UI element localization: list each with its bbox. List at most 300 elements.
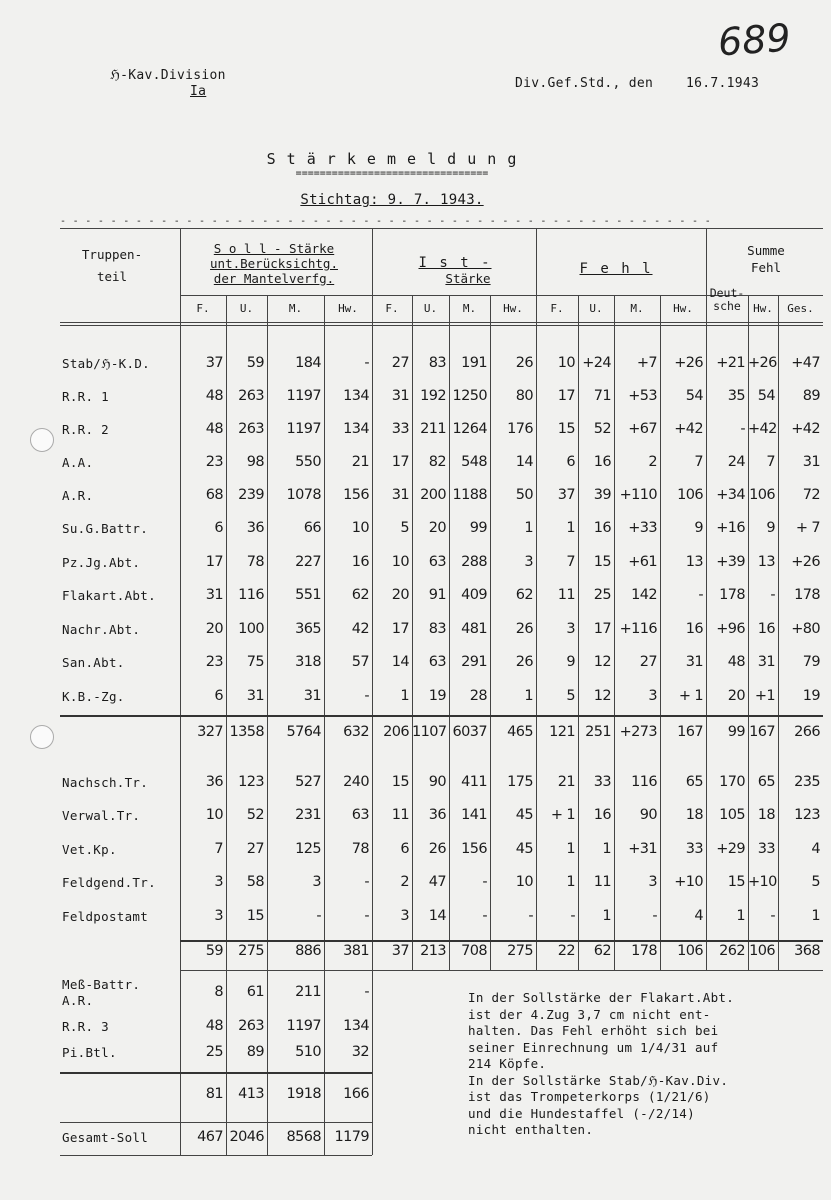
subheader-rule-bottom (60, 322, 823, 323)
row-1-cell-12: 35 (727, 388, 745, 404)
row2-label-4: Feldpostamt (62, 909, 149, 924)
row-0-cell-3: - (364, 355, 369, 371)
extra-2-cell-1: 89 (246, 1044, 264, 1060)
row2-0-cell-4: 15 (391, 774, 409, 790)
col-ist-2: Stärke (445, 271, 491, 286)
row-5-cell-13: 9 (766, 520, 775, 536)
row2-2-cell-2: 125 (295, 841, 321, 857)
row-10-cell-14: 19 (802, 688, 820, 704)
row-5-cell-1: 36 (246, 520, 264, 536)
subheader-rule-bottom-2 (60, 325, 823, 326)
row-8-cell-0: 20 (205, 621, 223, 637)
row-4-cell-9: 39 (593, 487, 611, 503)
row2-2-cell-4: 6 (400, 841, 409, 857)
subheader-14: Ges. (787, 302, 814, 315)
row2-2-cell-14: 4 (811, 841, 820, 857)
row2-1-cell-10: 90 (639, 807, 657, 823)
subtotal1-cell-5: 1107 (412, 724, 447, 740)
row-8-cell-14: +80 (791, 621, 820, 637)
row-9-cell-14: 79 (802, 654, 820, 670)
row-6-cell-13: 13 (757, 554, 775, 570)
row2-1-cell-11: 18 (685, 807, 703, 823)
row-label-0: Stab/ℌ-K.D. (62, 356, 150, 371)
page-number: 689 (716, 15, 792, 65)
punch-hole-bottom (30, 725, 54, 749)
col-truppenteil-1: Truppen- (81, 247, 143, 262)
subtotal2-cell-14: 368 (794, 943, 820, 959)
row2-4-cell-2: - (316, 908, 321, 924)
row-10-cell-8: 5 (566, 688, 575, 704)
row-3-cell-2: 550 (295, 454, 321, 470)
row-5-cell-4: 5 (400, 520, 409, 536)
subtotal1-rule (60, 715, 823, 717)
subheader-5: U. (423, 302, 438, 315)
subheader-11: Hw. (673, 302, 693, 315)
row2-1-cell-7: 45 (515, 807, 533, 823)
row-5-cell-0: 6 (214, 520, 223, 536)
row-7-cell-12: 178 (719, 587, 745, 603)
row2-4-cell-3: - (364, 908, 369, 924)
subtotal2-cell-3: 381 (343, 943, 369, 959)
row-label-7: Flakart.Abt. (62, 588, 156, 603)
row-3-cell-0: 23 (205, 454, 223, 470)
row2-3-cell-8: 1 (566, 874, 575, 890)
row-3-cell-4: 17 (391, 454, 409, 470)
row-2-cell-14: +42 (791, 421, 820, 437)
row2-1-cell-9: 16 (593, 807, 611, 823)
subtotal2-cell-11: 106 (677, 943, 703, 959)
row-1-cell-13: 54 (757, 388, 775, 404)
punch-hole-top (30, 428, 54, 452)
row-9-cell-10: 27 (639, 654, 657, 670)
subheader-6: M. (462, 302, 477, 315)
row2-2-cell-9: 1 (602, 841, 611, 857)
unit-name: ℌ-Kav.Division (110, 68, 226, 83)
row2-3-cell-2: 3 (312, 874, 321, 890)
row-5-cell-12: +16 (716, 520, 745, 536)
subtotal2-cell-8: 22 (557, 943, 575, 959)
row2-4-cell-7: - (528, 908, 533, 924)
note-line-4: seiner Einrechnung um 1/4/31 auf (468, 1039, 719, 1055)
row2-label-3: Feldgend.Tr. (62, 875, 156, 890)
reference-date: Stichtag: 9. 7. 1943. (300, 192, 484, 208)
row-0-cell-5: 83 (428, 355, 446, 371)
row-0-cell-8: 10 (557, 355, 575, 371)
col-soll-1: S o l l - Stärke (213, 241, 335, 256)
gesamt-cell-2: 8568 (286, 1129, 321, 1145)
row2-1-cell-2: 231 (295, 807, 321, 823)
row-1-cell-1: 263 (238, 388, 264, 404)
row-1-cell-2: 1197 (286, 388, 321, 404)
row2-4-cell-11: 4 (694, 908, 703, 924)
row-7-cell-2: 551 (295, 587, 321, 603)
row2-3-cell-4: 2 (400, 874, 409, 890)
row-6-cell-3: 16 (351, 554, 369, 570)
col-soll-2: unt.Berücksichtg. (210, 256, 338, 271)
row-6-cell-7: 3 (524, 554, 533, 570)
subtotal2-cell-0: 59 (205, 943, 223, 959)
row-0-cell-11: +26 (674, 355, 703, 371)
row2-2-cell-13: 33 (757, 841, 775, 857)
row2-label-2: Vet.Kp. (62, 842, 117, 857)
row-6-cell-8: 7 (566, 554, 575, 570)
row2-3-cell-9: 11 (593, 874, 611, 890)
table-bottom-rule (60, 1155, 372, 1156)
row2-1-cell-3: 63 (351, 807, 369, 823)
row-4-cell-12: +34 (716, 487, 745, 503)
subtotal1-cell-8: 121 (549, 724, 575, 740)
extra-label-2: Pi.Btl. (62, 1045, 117, 1060)
extra-label-0: Meß-Battr. (62, 977, 141, 992)
row-8-cell-3: 42 (351, 621, 369, 637)
row2-3-cell-7: 10 (515, 874, 533, 890)
report-date: 16.7.1943 (686, 76, 760, 91)
row2-1-cell-12: 105 (719, 807, 745, 823)
row-9-cell-0: 23 (205, 654, 223, 670)
row-10-cell-4: 1 (400, 688, 409, 704)
row-4-cell-7: 50 (515, 487, 533, 503)
row-5-cell-10: +33 (628, 520, 657, 536)
row2-4-cell-14: 1 (811, 908, 820, 924)
row2-0-cell-9: 33 (593, 774, 611, 790)
row-7-cell-14: 178 (794, 587, 820, 603)
col-ist-1: I s t - (418, 255, 492, 271)
row-8-cell-7: 26 (515, 621, 533, 637)
row-8-cell-13: 16 (757, 621, 775, 637)
row-1-cell-11: 54 (685, 388, 703, 404)
row2-3-cell-1: 58 (246, 874, 264, 890)
extra-1-cell-3: 134 (343, 1018, 369, 1034)
subtotal3-rule (60, 1072, 372, 1074)
row2-label-1: Verwal.Tr. (62, 808, 141, 823)
row2-0-cell-0: 36 (205, 774, 223, 790)
extra-label-1: R.R. 3 (62, 1019, 109, 1034)
extra-2-cell-3: 32 (351, 1044, 369, 1060)
subtotal2-cell-6: 708 (461, 943, 487, 959)
subheader-0: F. (196, 302, 210, 315)
subheader-9: U. (589, 302, 603, 315)
row-3-cell-12: 24 (727, 454, 745, 470)
row-7-cell-7: 62 (515, 587, 533, 603)
extra-0-cell-0: 8 (214, 984, 223, 1000)
row2-2-cell-5: 26 (428, 841, 446, 857)
row2-3-cell-11: +10 (674, 874, 703, 890)
row-9-cell-6: 291 (461, 654, 487, 670)
row-6-cell-6: 288 (461, 554, 487, 570)
extra-1-cell-2: 1197 (286, 1018, 321, 1034)
subtotal2-cell-4: 37 (391, 943, 409, 959)
row-8-cell-6: 481 (461, 621, 487, 637)
row-10-cell-5: 19 (428, 688, 446, 704)
row2-4-cell-5: 14 (428, 908, 446, 924)
row2-0-cell-3: 240 (343, 774, 369, 790)
row-3-cell-13: 7 (766, 454, 775, 470)
row-9-cell-12: 48 (727, 654, 745, 670)
row-10-cell-1: 31 (246, 688, 264, 704)
row2-0-cell-5: 90 (428, 774, 446, 790)
row-6-cell-14: +26 (791, 554, 820, 570)
row-1-cell-0: 48 (205, 388, 223, 404)
row-label-10: K.B.-Zg. (62, 689, 125, 704)
row2-4-cell-9: 1 (602, 908, 611, 924)
subtotal2-cell-10: 178 (631, 943, 657, 959)
row-6-cell-1: 78 (246, 554, 264, 570)
row-0-cell-12: +21 (716, 355, 745, 371)
row2-1-cell-8: + 1 (550, 807, 575, 823)
row-2-cell-0: 48 (205, 421, 223, 437)
subheader-8: F. (550, 302, 564, 315)
note-line-6: In der Sollstärke Stab/ℌ-Kav.Div. (468, 1072, 729, 1088)
row-10-cell-7: 1 (524, 688, 533, 704)
row-label-1: R.R. 1 (62, 389, 109, 404)
row2-1-cell-5: 36 (428, 807, 446, 823)
subtotal2-cell-13: 106 (749, 943, 775, 959)
subtotal2-cell-2: 886 (295, 943, 321, 959)
row2-1-cell-0: 10 (205, 807, 223, 823)
row2-0-cell-12: 170 (719, 774, 745, 790)
subtotal2-cell-1: 275 (238, 943, 264, 959)
row-10-cell-3: - (364, 688, 369, 704)
note-line-3: halten. Das Fehl erhöht sich bei (468, 1023, 719, 1038)
row2-3-cell-0: 3 (214, 874, 223, 890)
row-2-cell-9: 52 (593, 421, 611, 437)
row2-3-cell-5: 47 (428, 874, 446, 890)
row-2-cell-1: 263 (238, 421, 264, 437)
row2-3-cell-10: 3 (648, 874, 657, 890)
row-5-cell-14: + 7 (795, 520, 820, 536)
row-4-cell-11: 106 (677, 487, 703, 503)
row-2-cell-11: +42 (674, 421, 703, 437)
row2-3-cell-14: 5 (811, 874, 820, 890)
row-10-cell-10: 3 (648, 688, 657, 704)
subtotal1-cell-12: 99 (727, 724, 745, 740)
row-0-cell-0: 37 (205, 355, 223, 371)
row2-3-cell-3: - (364, 874, 369, 890)
row-2-cell-3: 134 (343, 421, 369, 437)
row-2-cell-4: 33 (391, 421, 409, 437)
note-line-1: In der Sollstärke der Flakart.Abt. (468, 990, 735, 1005)
col-summe-2: Fehl (750, 260, 782, 275)
row-6-cell-2: 227 (295, 554, 321, 570)
subheader-13: Hw. (753, 302, 773, 315)
row-5-cell-7: 1 (524, 520, 533, 536)
col-fehl: F e h l (579, 261, 653, 277)
notes-block (468, 990, 734, 1139)
col-soll-3: der Mantelverfg. (213, 271, 335, 286)
row-9-cell-13: 31 (757, 654, 775, 670)
row2-4-cell-10: - (652, 908, 657, 924)
subtotal2-cell-7: 275 (507, 943, 533, 959)
row2-2-cell-6: 156 (461, 841, 487, 857)
row-3-cell-1: 98 (246, 454, 264, 470)
subheader-1: U. (239, 302, 254, 315)
row-3-cell-11: 7 (694, 454, 703, 470)
row2-0-cell-7: 175 (507, 774, 533, 790)
subtotal1-cell-4: 206 (383, 724, 409, 740)
row-0-cell-10: +7 (636, 355, 657, 371)
row-7-cell-11: - (698, 587, 703, 603)
subtotal2-cell-5: 213 (420, 943, 446, 959)
row2-4-cell-0: 3 (214, 908, 223, 924)
subtotal1-cell-11: 167 (677, 724, 703, 740)
col-truppenteil-2: teil (96, 269, 128, 284)
row2-1-cell-13: 18 (757, 807, 775, 823)
row-2-cell-6: 1264 (452, 421, 487, 437)
row-1-cell-14: 89 (802, 388, 820, 404)
gesamt-label: Gesamt-Soll (62, 1130, 149, 1145)
row-0-cell-2: 184 (295, 355, 321, 371)
subtotal1-cell-10: +273 (619, 724, 657, 740)
row2-0-cell-11: 65 (685, 774, 703, 790)
row-3-cell-3: 21 (351, 454, 369, 470)
row2-0-cell-2: 527 (295, 774, 321, 790)
gesamt-cell-1: 2046 (229, 1129, 264, 1145)
row-2-cell-8: 15 (557, 421, 575, 437)
row-5-cell-11: 9 (694, 520, 703, 536)
row-7-cell-8: 11 (557, 587, 575, 603)
subtotal1-cell-14: 266 (794, 724, 820, 740)
row-8-cell-2: 365 (295, 621, 321, 637)
row-4-cell-10: +110 (619, 487, 657, 503)
row-7-cell-6: 409 (461, 587, 487, 603)
row-1-cell-6: 1250 (452, 388, 487, 404)
row-5-cell-6: 99 (469, 520, 487, 536)
row-2-cell-2: 1197 (286, 421, 321, 437)
title-underline: ================================ (295, 168, 489, 179)
row-8-cell-9: 17 (593, 621, 611, 637)
row-4-cell-1: 239 (238, 487, 264, 503)
row2-4-cell-8: - (570, 908, 575, 924)
row2-3-cell-12: 15 (727, 874, 745, 890)
row2-3-cell-13: +10 (748, 874, 777, 890)
extra-2-cell-0: 25 (205, 1044, 223, 1060)
row2-1-cell-14: 123 (794, 807, 820, 823)
row2-0-cell-14: 235 (794, 774, 820, 790)
unit-section: Ia (190, 84, 207, 99)
table-top-rule (60, 228, 823, 229)
report-title: S t ä r k e m e l d u n g (266, 150, 518, 168)
row-6-cell-10: +61 (628, 554, 657, 570)
row-4-cell-3: 156 (343, 487, 369, 503)
row-0-cell-9: +24 (582, 355, 611, 371)
row-8-cell-4: 17 (391, 621, 409, 637)
row-9-cell-4: 14 (391, 654, 409, 670)
row-4-cell-0: 68 (205, 487, 223, 503)
row-label-8: Nachr.Abt. (62, 622, 141, 637)
row2-4-cell-13: - (770, 908, 775, 924)
extra-0-cell-1: 61 (246, 984, 264, 1000)
subtotal2-bottom-rule (180, 970, 823, 971)
subtotal1-cell-1: 1358 (229, 724, 264, 740)
row2-2-cell-10: +31 (628, 841, 657, 857)
row-6-cell-0: 17 (205, 554, 223, 570)
subheader-7: Hw. (503, 302, 523, 315)
row-2-cell-12: - (740, 421, 745, 437)
subtotal1-cell-3: 632 (343, 724, 369, 740)
dashed-rule: - - - - - - - - - - - - - - - - - - - - - - - - - - - - - - - - - - - - - - - - - - - - - - - - - - - - (60, 216, 712, 227)
row2-label-0: Nachsch.Tr. (62, 775, 149, 790)
row-7-cell-1: 116 (238, 587, 264, 603)
row-label-2: R.R. 2 (62, 422, 109, 437)
row-5-cell-5: 20 (428, 520, 446, 536)
row-3-cell-9: 16 (593, 454, 611, 470)
row2-3-cell-6: - (482, 874, 487, 890)
row-7-cell-4: 20 (391, 587, 409, 603)
row-0-cell-13: +26 (748, 355, 777, 371)
row-1-cell-7: 80 (515, 388, 533, 404)
row2-1-cell-6: 141 (461, 807, 487, 823)
row2-2-cell-0: 7 (214, 841, 223, 857)
row-8-cell-11: 16 (685, 621, 703, 637)
row-0-cell-14: +47 (791, 355, 820, 371)
row-3-cell-8: 6 (566, 454, 575, 470)
subheader-10: M. (630, 302, 644, 315)
subtotal1-cell-7: 465 (507, 724, 533, 740)
row-4-cell-6: 1188 (452, 487, 487, 503)
row-8-cell-8: 3 (566, 621, 575, 637)
note-line-5: 214 Köpfe. (468, 1056, 547, 1071)
row-label-3: A.A. (62, 455, 94, 470)
row-5-cell-2: 66 (303, 520, 321, 536)
row-4-cell-2: 1078 (286, 487, 321, 503)
row-2-cell-7: 176 (507, 421, 533, 437)
row-9-cell-11: 31 (685, 654, 703, 670)
row-label-4: A.R. (62, 488, 94, 503)
row-9-cell-1: 75 (246, 654, 264, 670)
row-1-cell-9: 71 (593, 388, 611, 404)
row2-4-cell-4: 3 (400, 908, 409, 924)
row-10-cell-2: 31 (303, 688, 321, 704)
subtotal1-cell-9: 251 (585, 724, 611, 740)
row2-1-cell-4: 11 (391, 807, 409, 823)
row-5-cell-9: 16 (593, 520, 611, 536)
row-10-cell-11: + 1 (678, 688, 703, 704)
row-9-cell-9: 12 (593, 654, 611, 670)
row2-0-cell-8: 21 (557, 774, 575, 790)
row2-2-cell-11: 33 (685, 841, 703, 857)
row-6-cell-11: 13 (685, 554, 703, 570)
subtotal3-cell-2: 1918 (286, 1086, 321, 1102)
row2-0-cell-13: 65 (757, 774, 775, 790)
extra-1-cell-1: 263 (238, 1018, 264, 1034)
subtotal1-cell-6: 6037 (452, 724, 487, 740)
row-3-cell-14: 31 (802, 454, 820, 470)
row-7-cell-13: - (770, 587, 775, 603)
row2-1-cell-1: 52 (246, 807, 264, 823)
subheader-3: Hw. (338, 302, 358, 315)
row2-2-cell-1: 27 (246, 841, 264, 857)
subtotal3-cell-0: 81 (205, 1086, 223, 1102)
row-10-cell-0: 6 (214, 688, 223, 704)
subheader-2: M. (288, 302, 303, 315)
row-4-cell-8: 37 (557, 487, 575, 503)
row-9-cell-7: 26 (515, 654, 533, 670)
row-9-cell-2: 318 (295, 654, 321, 670)
extra-label2-0: A.R. (62, 993, 94, 1008)
row-4-cell-13: 106 (749, 487, 775, 503)
row-7-cell-10: 142 (631, 587, 657, 603)
subheader-12: Deut- sche (709, 286, 745, 313)
row-5-cell-8: 1 (566, 520, 575, 536)
row-label-5: Su.G.Battr. (62, 521, 149, 536)
place-date-label: Div.Gef.Std., den (515, 76, 654, 91)
gesamt-rule (60, 1122, 372, 1123)
row-3-cell-6: 548 (461, 454, 487, 470)
row-10-cell-12: 20 (727, 688, 745, 704)
row-1-cell-4: 31 (391, 388, 409, 404)
subtotal2-cell-9: 62 (593, 943, 611, 959)
row-1-cell-5: 192 (420, 388, 446, 404)
